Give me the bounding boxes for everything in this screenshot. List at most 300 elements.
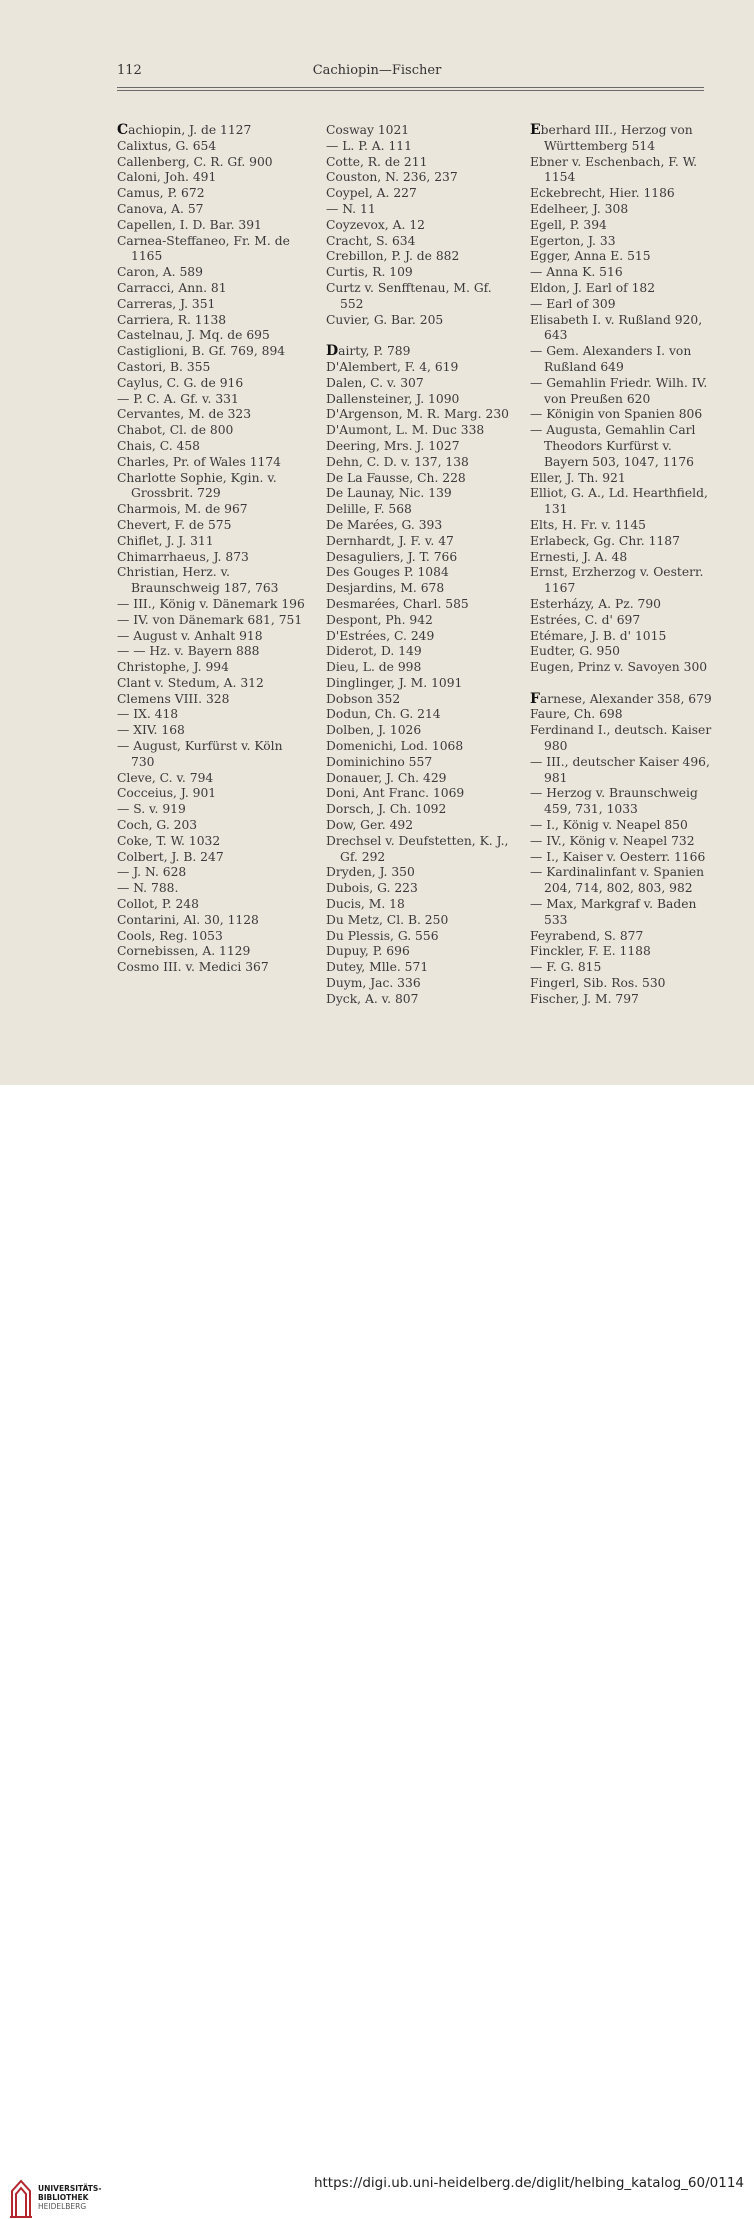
entry-text: Castori, B. 355 <box>117 359 211 374</box>
entry-text: Dodun, Ch. G. 214 <box>326 707 441 722</box>
entry-text: — P. C. A. Gf. v. 331 <box>117 391 239 406</box>
entry-text: D'Alembert, F. 4, 619 <box>326 359 459 374</box>
entry-text: Canova, A. 57 <box>117 201 204 216</box>
index-entry <box>326 881 516 897</box>
index-entry <box>117 707 307 723</box>
index-entry <box>117 613 307 629</box>
index-entry <box>117 376 307 392</box>
section-initial: C <box>117 122 129 138</box>
index-entry <box>326 723 516 739</box>
entry-text: Desjardins, M. 678 <box>326 581 445 596</box>
index-entry <box>326 123 516 139</box>
index-entry <box>117 960 307 976</box>
entry-text: Du Metz, Cl. B. 250 <box>326 912 449 927</box>
index-entry <box>117 265 307 281</box>
index-entry <box>117 186 307 202</box>
index-entry <box>117 723 307 739</box>
entry-text: Capellen, I. D. Bar. 391 <box>117 217 262 232</box>
entry-text: Chiflet, J. J. 311 <box>117 533 214 548</box>
index-entry <box>326 265 516 281</box>
index-entry <box>530 850 720 866</box>
index-entry <box>530 313 720 345</box>
index-entry <box>117 550 307 566</box>
index-entry <box>326 281 516 313</box>
entry-text: Callenberg, C. R. Gf. 900 <box>117 154 273 169</box>
entry-text: — IX. 418 <box>117 707 179 722</box>
entry-text: Cornebissen, A. 1129 <box>117 944 251 959</box>
entry-text: Coypel, A. 227 <box>326 186 417 201</box>
entry-text: Dobson 352 <box>326 691 401 706</box>
entry-text: Christophe, J. 994 <box>117 660 229 675</box>
entry-text: Castiglioni, B. Gf. 769, 894 <box>117 344 286 359</box>
page-number: 112 <box>117 63 142 78</box>
index-entry <box>326 202 516 218</box>
index-entry <box>326 581 516 597</box>
index-column-3 <box>530 123 720 1008</box>
index-entry <box>530 249 720 265</box>
index-entry <box>326 234 516 250</box>
entry-text: Egger, Anna E. 515 <box>530 249 651 264</box>
index-entry <box>326 992 516 1008</box>
index-entry <box>326 155 516 171</box>
section-initial: F <box>530 690 540 707</box>
index-entry <box>117 534 307 550</box>
entry-text: Elliot, G. A., Ld. Hearthfield, 131 <box>530 486 708 517</box>
index-entry <box>326 771 516 787</box>
entry-text: Cocceius, J. 901 <box>117 786 217 801</box>
index-entry <box>117 850 307 866</box>
entry-text: Christian, Herz. v. Braunschweig 187, 763 <box>117 565 279 596</box>
index-entry <box>530 534 720 550</box>
entry-text: Cosway 1021 <box>326 123 410 137</box>
index-entry <box>117 202 307 218</box>
entry-text: Eckebrecht, Hier. 1186 <box>530 186 675 201</box>
index-entry <box>530 786 720 818</box>
index-entry <box>326 613 516 629</box>
letter-section-gap <box>326 328 516 344</box>
library-name-line2: BIBLIOTHEK <box>38 2193 89 2202</box>
index-entry <box>530 281 720 297</box>
index-entry <box>326 944 516 960</box>
index-entry <box>530 613 720 629</box>
entry-text: Cools, Reg. 1053 <box>117 928 223 943</box>
entry-text: Delille, F. 568 <box>326 502 412 517</box>
index-entry <box>326 423 516 439</box>
entry-text: Charles, Pr. of Wales 1174 <box>117 454 281 469</box>
entry-text: — — Hz. v. Bayern 888 <box>117 644 260 659</box>
entry-text: De La Fausse, Ch. 228 <box>326 470 466 485</box>
index-entry <box>117 644 307 660</box>
index-entry <box>326 534 516 550</box>
index-entry <box>530 660 720 676</box>
index-entry <box>530 407 720 423</box>
entry-text: Estrées, C. d' 697 <box>530 612 641 627</box>
entry-text: — I., Kaiser v. Oesterr. 1166 <box>530 849 706 864</box>
entry-text: Dieu, L. de 998 <box>326 660 422 675</box>
entry-text: — L. P. A. 111 <box>326 138 412 153</box>
entry-text: Eldon, J. Earl of 182 <box>530 280 656 295</box>
library-name <box>38 2184 101 2211</box>
index-entry <box>530 992 720 1008</box>
index-entry <box>530 629 720 645</box>
index-entry <box>530 234 720 250</box>
letter-section-gap <box>530 676 720 692</box>
entry-text: Elts, H. Fr. v. 1145 <box>530 517 646 532</box>
entry-text: Coch, G. 203 <box>117 818 198 833</box>
entry-text: — N. 11 <box>326 201 376 216</box>
index-entry <box>117 881 307 897</box>
entry-text: arnese, Alexander 358, 679 <box>539 691 712 706</box>
index-entry <box>117 439 307 455</box>
index-entry <box>326 960 516 976</box>
index-entry <box>326 392 516 408</box>
index-entry <box>117 913 307 929</box>
entry-text: Edelheer, J. 308 <box>530 201 629 216</box>
entry-text: Du Plessis, G. 556 <box>326 928 439 943</box>
entry-text: — Gemahlin Friedr. Wilh. IV. von Preußen 620 <box>530 375 708 406</box>
entry-text: Cuvier, G. Bar. 205 <box>326 312 444 327</box>
entry-text: Dallensteiner, J. 1090 <box>326 391 460 406</box>
index-entry <box>326 313 516 329</box>
index-entry <box>326 550 516 566</box>
entry-text: Calixtus, G. 654 <box>117 138 217 153</box>
entry-text: D'Estrées, C. 249 <box>326 628 435 643</box>
entry-text: Chimarrhaeus, J. 873 <box>117 549 249 564</box>
entry-text: D'Aumont, L. M. Duc 338 <box>326 423 485 438</box>
entry-text: De Launay, Nic. 139 <box>326 486 452 501</box>
index-entry <box>530 550 720 566</box>
permalink-url[interactable]: https://digi.ub.uni-heidelberg.de/diglit/helbing_katalog_60/0114 <box>313 2175 744 2191</box>
index-entry <box>117 313 307 329</box>
library-name-line3: HEIDELBERG <box>38 2202 87 2211</box>
entry-text: Ferdinand I., deutsch. Kaiser 980 <box>530 723 712 754</box>
index-entry <box>326 897 516 913</box>
viewer-footer <box>0 1085 754 2211</box>
index-entry <box>117 281 307 297</box>
entry-text: Coke, T. W. 1032 <box>117 833 221 848</box>
entry-text: D'Argenson, M. R. Marg. 230 <box>326 407 509 422</box>
index-entry <box>326 565 516 581</box>
entry-text: Charmois, M. de 967 <box>117 502 248 517</box>
index-entry <box>530 376 720 408</box>
entry-text: Chabot, Cl. de 800 <box>117 423 234 438</box>
entry-text: Dutey, Mlle. 571 <box>326 960 429 975</box>
entry-text: Camus, P. 672 <box>117 186 205 201</box>
index-entry <box>117 297 307 313</box>
entry-text: Crebillon, P. J. de 882 <box>326 249 460 264</box>
entry-text: Carnea-Steffaneo, Fr. M. de 1165 <box>117 233 290 264</box>
entry-text: Charlotte Sophie, Kgin. v. Grossbrit. 729 <box>117 470 277 501</box>
index-entry <box>326 502 516 518</box>
entry-text: Coyzevox, A. 12 <box>326 217 425 232</box>
index-entry <box>530 929 720 945</box>
entry-text: Carracci, Ann. 81 <box>117 280 227 295</box>
entry-text: Ebner v. Eschenbach, F. W. 1154 <box>530 154 698 185</box>
header-rule-top <box>117 87 704 88</box>
entry-text: — Max, Markgraf v. Baden 533 <box>530 897 697 927</box>
entry-text: — Augusta, Gemahlin Carl Theodors Kurfürst v. Bayern 503, 1047, 1176 <box>530 423 696 469</box>
entry-text: Erlabeck, Gg. Chr. 1187 <box>530 533 680 548</box>
index-entry <box>530 976 720 992</box>
index-entry <box>117 929 307 945</box>
entry-text: Caron, A. 589 <box>117 265 203 280</box>
section-initial: E <box>530 122 541 138</box>
entry-text: airty, P. 789 <box>338 344 411 359</box>
index-entry <box>326 439 516 455</box>
index-entry <box>530 818 720 834</box>
index-entry <box>530 834 720 850</box>
entry-text: — Earl of 309 <box>530 296 616 311</box>
entry-text: Domenichi, Lod. 1068 <box>326 739 464 754</box>
entry-text: — III., König v. Dänemark 196 <box>117 596 305 611</box>
entry-text: Dinglinger, J. M. 1091 <box>326 675 463 690</box>
index-entry <box>530 755 720 787</box>
entry-text: Chevert, F. de 575 <box>117 517 232 532</box>
entry-text: Eller, J. Th. 921 <box>530 470 626 485</box>
index-entry <box>117 392 307 408</box>
index-entry <box>326 786 516 802</box>
index-entry <box>326 518 516 534</box>
entry-text: Feyrabend, S. 877 <box>530 928 644 943</box>
entry-text: Dominichino 557 <box>326 754 433 769</box>
index-entry <box>117 407 307 423</box>
entry-text: Diderot, D. 149 <box>326 644 422 659</box>
index-entry <box>326 376 516 392</box>
index-entry <box>326 707 516 723</box>
index-entry <box>530 597 720 613</box>
entry-text: Dryden, J. 350 <box>326 865 415 880</box>
index-entry <box>530 486 720 518</box>
entry-text: Des Gouges P. 1084 <box>326 565 449 580</box>
index-entry <box>117 676 307 692</box>
index-entry <box>530 423 720 470</box>
entry-text: — August v. Anhalt 918 <box>117 628 263 643</box>
index-entry <box>326 644 516 660</box>
entry-text: Duym, Jac. 336 <box>326 976 421 991</box>
index-entry <box>326 929 516 945</box>
entry-text: Cleve, C. v. 794 <box>117 770 214 785</box>
index-entry <box>326 455 516 471</box>
index-entry <box>326 139 516 155</box>
entry-text: Faure, Ch. 698 <box>530 707 623 722</box>
entry-text: — J. N. 628 <box>117 865 187 880</box>
entry-text: Dubois, G. 223 <box>326 881 418 896</box>
entry-text: Elisabeth I. v. Rußland 920, 643 <box>530 312 703 343</box>
entry-text: Cotte, R. de 211 <box>326 154 428 169</box>
index-entry <box>117 423 307 439</box>
entry-text: Finckler, F. E. 1188 <box>530 944 651 959</box>
entry-text: Carreras, J. 351 <box>117 296 216 311</box>
entry-text: Dow, Ger. 492 <box>326 818 414 833</box>
entry-text: Donauer, J. Ch. 429 <box>326 770 447 785</box>
index-entry <box>530 865 720 897</box>
entry-text: Desmarées, Charl. 585 <box>326 596 469 611</box>
index-entry <box>117 360 307 376</box>
entry-text: achiopin, J. de 1127 <box>128 123 252 137</box>
entry-text: — III., deutscher Kaiser 496, 981 <box>530 754 710 785</box>
index-entry <box>117 660 307 676</box>
entry-text: Ernst, Erzherzog v. Oesterr. 1167 <box>530 565 704 596</box>
entry-text: Deering, Mrs. J. 1027 <box>326 438 460 453</box>
entry-text: — XIV. 168 <box>117 723 185 738</box>
entry-text: Curtis, R. 109 <box>326 265 413 280</box>
index-entry <box>326 976 516 992</box>
scanned-page <box>0 0 754 1085</box>
index-entry <box>117 818 307 834</box>
index-entry <box>117 692 307 708</box>
index-entry <box>530 123 720 155</box>
index-entry <box>326 170 516 186</box>
entry-text: Etémare, J. B. d' 1015 <box>530 628 667 643</box>
index-entry <box>326 818 516 834</box>
index-entry <box>117 565 307 597</box>
entry-text: — Gem. Alexanders I. von Rußland 649 <box>530 344 692 374</box>
entry-text: Collot, P. 248 <box>117 897 199 912</box>
entry-text: Eudter, G. 950 <box>530 644 621 659</box>
entry-text: Despont, Ph. 942 <box>326 612 433 627</box>
index-entry <box>530 344 720 376</box>
header-rule-bottom <box>117 90 704 91</box>
running-head: Cachiopin—Fischer <box>312 63 442 78</box>
entry-text: Castelnau, J. Mq. de 695 <box>117 328 270 343</box>
entry-text: — Königin von Spanien 806 <box>530 407 703 422</box>
entry-text: — Kardinalinfant v. Spanien 204, 714, 802, 803, 982 <box>530 865 705 896</box>
index-entry <box>326 802 516 818</box>
entry-text: — IV. von Dänemark 681, 751 <box>117 612 303 627</box>
index-entry <box>530 707 720 723</box>
entry-text: berhard III., Herzog von Württemberg 514 <box>540 123 693 153</box>
index-entry <box>117 897 307 913</box>
university-library-logo-icon <box>8 2177 34 2219</box>
index-entry <box>530 202 720 218</box>
entry-text: Dyck, A. v. 807 <box>326 991 419 1006</box>
entry-text: Cervantes, M. de 323 <box>117 407 252 422</box>
section-initial: D <box>326 343 339 360</box>
index-entry <box>326 834 516 866</box>
index-entry <box>326 629 516 645</box>
entry-text: Cracht, S. 634 <box>326 233 416 248</box>
entry-text: — August, Kurfürst v. Köln 730 <box>117 739 283 769</box>
entry-text: Caloni, Joh. 491 <box>117 170 217 185</box>
index-column-1 <box>117 123 307 976</box>
entry-text: Colbert, J. B. 247 <box>117 849 224 864</box>
entry-text: Carriera, R. 1138 <box>117 312 227 327</box>
index-entry <box>530 265 720 281</box>
index-entry <box>117 471 307 503</box>
index-entry <box>117 944 307 960</box>
index-entry <box>326 249 516 265</box>
index-entry <box>117 139 307 155</box>
index-entry <box>530 155 720 187</box>
index-entry <box>117 455 307 471</box>
index-entry <box>326 344 516 360</box>
index-entry <box>326 692 516 708</box>
entry-text: Doni, Ant Franc. 1069 <box>326 786 465 801</box>
index-column-2 <box>326 123 516 1008</box>
entry-text: Dolben, J. 1026 <box>326 723 422 738</box>
index-entry <box>117 155 307 171</box>
index-entry <box>530 471 720 487</box>
index-entry <box>326 218 516 234</box>
index-entry <box>530 518 720 534</box>
entry-text: Dupuy, P. 696 <box>326 944 410 959</box>
index-entry <box>117 502 307 518</box>
entry-text: Eugen, Prinz v. Savoyen 300 <box>530 660 708 675</box>
index-entry <box>530 644 720 660</box>
entry-text: Fischer, J. M. 797 <box>530 991 639 1006</box>
index-entry <box>326 407 516 423</box>
index-entry <box>117 218 307 234</box>
index-entry <box>530 723 720 755</box>
index-entry <box>530 944 720 960</box>
index-entry <box>326 865 516 881</box>
index-entry <box>117 865 307 881</box>
index-entry <box>326 597 516 613</box>
index-entry <box>117 739 307 771</box>
entry-text: Egell, P. 394 <box>530 217 607 232</box>
entry-text: Dehn, C. D. v. 137, 138 <box>326 454 469 469</box>
index-entry <box>530 186 720 202</box>
entry-text: Ducis, M. 18 <box>326 897 405 912</box>
entry-text: De Marées, G. 393 <box>326 517 443 532</box>
index-entry <box>530 692 720 708</box>
index-entry <box>117 123 307 139</box>
entry-text: — Herzog v. Braunschweig 459, 731, 1033 <box>530 786 698 817</box>
index-entry <box>117 344 307 360</box>
entry-text: Caylus, C. G. de 916 <box>117 375 244 390</box>
entry-text: — S. v. 919 <box>117 802 186 817</box>
index-entry <box>530 897 720 929</box>
entry-text: Ernesti, J. A. 48 <box>530 549 628 564</box>
entry-text: Drechsel v. Deufstetten, K. J., Gf. 292 <box>326 833 509 864</box>
entry-text: — F. G. 815 <box>530 960 602 975</box>
index-entry <box>530 960 720 976</box>
index-entry <box>530 297 720 313</box>
index-entry <box>117 629 307 645</box>
index-entry <box>117 234 307 266</box>
index-entry <box>117 597 307 613</box>
entry-text: Clemens VIII. 328 <box>117 691 230 706</box>
index-entry <box>326 739 516 755</box>
entry-text: Esterházy, A. Pz. 790 <box>530 596 661 611</box>
entry-text: Cosmo III. v. Medici 367 <box>117 960 269 975</box>
index-entry <box>326 471 516 487</box>
entry-text: Curtz v. Senfftenau, M. Gf. 552 <box>326 280 492 311</box>
entry-text: — I., König v. Neapel 850 <box>530 818 688 833</box>
entry-text: — N. 788. <box>117 881 179 896</box>
index-entry <box>326 660 516 676</box>
entry-text: Egerton, J. 33 <box>530 233 616 248</box>
index-entry <box>117 834 307 850</box>
entry-text: — IV., König v. Neapel 732 <box>530 833 695 848</box>
index-entry <box>530 565 720 597</box>
index-entry <box>326 755 516 771</box>
index-entry <box>117 771 307 787</box>
library-name-line1: UNIVERSITÄTS- <box>38 2184 102 2193</box>
index-entry <box>326 913 516 929</box>
entry-text: — Anna K. 516 <box>530 265 623 280</box>
entry-text: Dernhardt, J. F. v. 47 <box>326 533 454 548</box>
index-entry <box>326 486 516 502</box>
entry-text: Fingerl, Sib. Ros. 530 <box>530 976 666 991</box>
index-entry <box>117 786 307 802</box>
index-entry <box>117 518 307 534</box>
index-entry <box>326 186 516 202</box>
index-entry <box>326 676 516 692</box>
entry-text: Couston, N. 236, 237 <box>326 170 458 185</box>
entry-text: Contarini, Al. 30, 1128 <box>117 912 259 927</box>
index-entry <box>117 802 307 818</box>
